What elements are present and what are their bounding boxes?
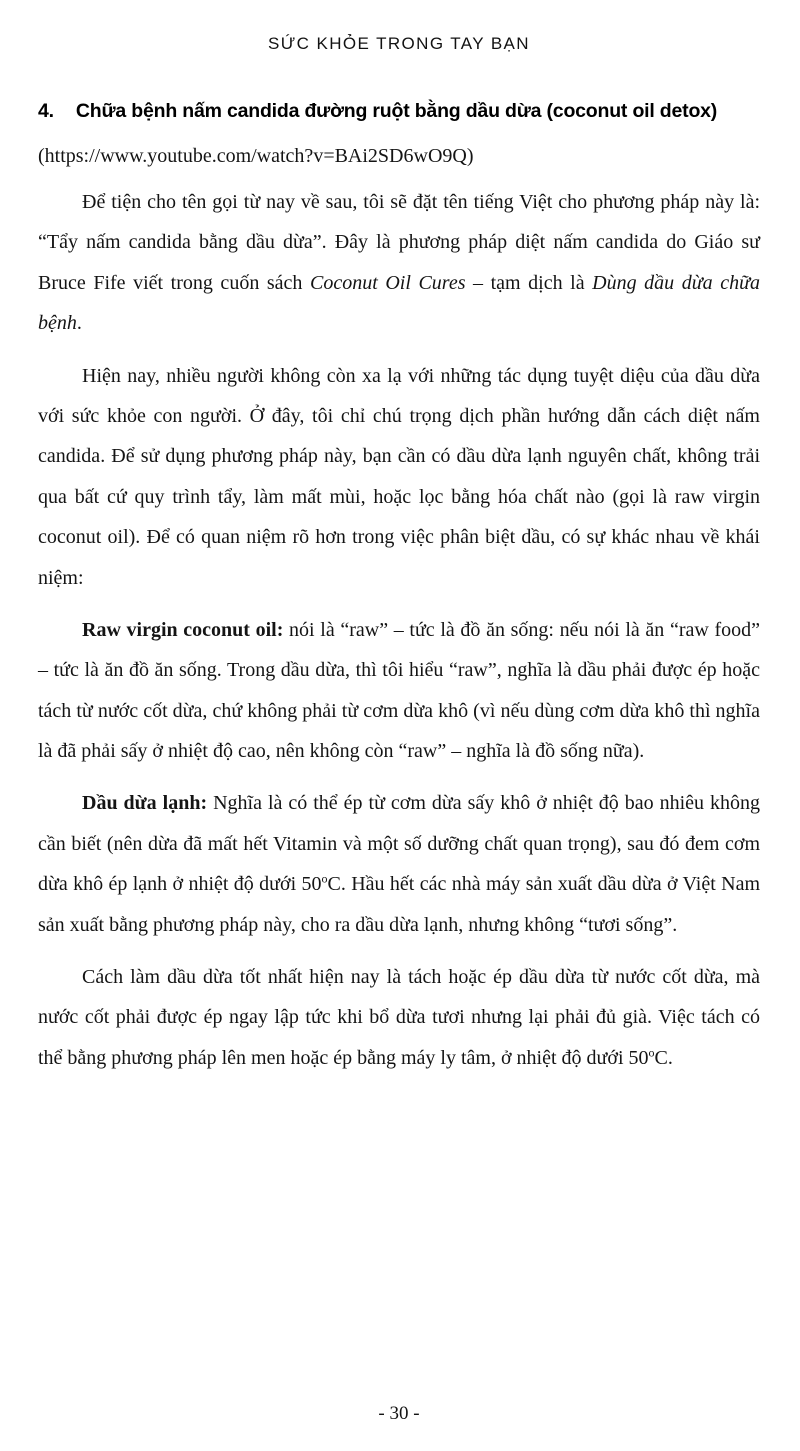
text-run: Cách làm dầu dừa tốt nhất hiện nay là tách hoặc ép dầu dừa từ nước cốt dừa, mà nước cốt phải được ép ngay lập tức khi bổ dừa tươi nhưng lại phải đủ già. Việc tách có thể bằng phương pháp lên men hoặc ép bằng máy ly tâm, ở nhiệt độ dưới 50 [38, 966, 760, 1069]
text-run: – tạm dịch là [465, 271, 593, 294]
section-heading [38, 100, 760, 123]
text-run: Hiện nay, nhiều người không còn xa lạ với những tác dụng tuyệt diệu của dầu dừa với sức khỏe con người. Ở đây, tôi chỉ chú trọng dịch phần hướng dẫn cách diệt nấm candida. Để sử dụng phương pháp này, bạn cần có dầu dừa lạnh nguyên chất, không trải qua bất cứ quy trình tẩy, làm mất mùi, hoặc lọc bằng hóa chất nào (gọi là raw virgin coconut oil). Để có quan niệm rõ hơn trong việc phân biệt dầu, có sự khác nhau về khái niệm: [38, 364, 760, 589]
paragraph [38, 610, 760, 772]
text-run: o [321, 871, 328, 886]
text-run: Để tiện cho tên gọi từ nay về sau, tôi sẽ đặt tên tiếng Việt cho phương pháp này là: “Tẩy nấm candida bằng dầu dừa”. Đây là phương pháp diệt nấm candida do Giáo sư Bruce Fife viết trong cuốn sách [38, 191, 760, 294]
text-run: Dùng dầu dừa chữa bệnh [38, 271, 761, 335]
text-run: o [648, 1045, 655, 1060]
text-run: Dầu dừa lạnh: [82, 792, 208, 815]
paragraph [38, 182, 760, 344]
paragraph [38, 957, 760, 1078]
text-run: Nghĩa là có thể ép từ cơm dừa sấy khô ở nhiệt độ bao nhiêu không cần biết (nên dừa đã mất hết Vitamin và một số dưỡng chất quan trọng), sau đó đem cơm dừa khô ép lạnh ở nhiệt độ dưới 50 [38, 792, 760, 896]
text-run: Coconut Oil Cures [309, 271, 466, 294]
text-run: . [76, 312, 82, 335]
running-header: SỨC KHỎE TRONG TAY BẠN [268, 34, 530, 53]
paragraphs [38, 182, 760, 1090]
section-number: 4. [38, 100, 54, 122]
text-run: nói là “raw” – tức là đồ ăn sống: nếu nói là ăn “raw food” – tức là ăn đồ ăn sống. Trong dầu dừa, thì tôi hiểu “raw”, nghĩa là dầu phải được ép hoặc tách từ nước cốt dừa, chứ không phải từ cơm dừa khô (vì nếu dùng cơm dừa khô thì nghĩa là đã phải sấy ở nhiệt độ cao, nên không còn “raw” – nghĩa là đồ sống nữa). [38, 618, 760, 763]
section-title: Chữa bệnh nấm candida đường ruột bằng dầu dừa (coconut oil detox) [75, 100, 718, 122]
video-url: (https://www.youtube.com/watch?v=BAi2SD6wO9Q) [38, 145, 474, 167]
text-run: C. Hầu hết các nhà máy sản xuất dầu dừa ở Việt Nam sản xuất bằng phương pháp này, cho ra dầu dừa lạnh, nhưng không “tươi sống”. [38, 873, 761, 936]
text-run: C. [654, 1046, 673, 1069]
text-run: Raw virgin coconut oil: [82, 618, 284, 641]
page-number: - 30 - [378, 1403, 420, 1424]
paragraph [38, 783, 760, 945]
paragraph [38, 356, 760, 598]
